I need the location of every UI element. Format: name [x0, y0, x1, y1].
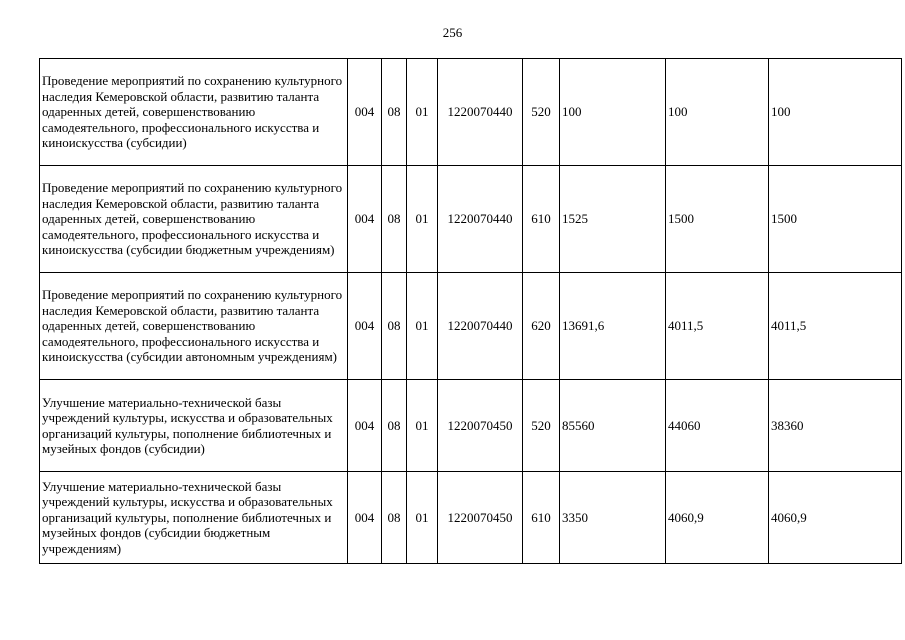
table-row — [40, 472, 902, 564]
amount-year-3: 38360 — [769, 380, 902, 472]
amount-year-2: 100 — [666, 59, 769, 166]
table-row — [40, 273, 902, 380]
subsection-code: 01 — [407, 273, 438, 380]
ministry-code: 004 — [348, 166, 382, 273]
section-code: 08 — [382, 380, 407, 472]
amount-year-3: 1500 — [769, 166, 902, 273]
amount-year-3: 4011,5 — [769, 273, 902, 380]
amount-year-1: 85560 — [560, 380, 666, 472]
section-code: 08 — [382, 166, 407, 273]
row-description: Проведение мероприятий по сохранению культурного наследия Кемеровской области, развитию таланта одаренных детей, совершенствованию самодеятельного, профессионального искусства и киноискусства (субсидии автономным учреждениям) — [40, 273, 348, 380]
ministry-code: 004 — [348, 380, 382, 472]
row-description: Улучшение материально-технической базы учреждений культуры, искусства и образовательных организаций культуры, пополнение библиотечных и музейных фондов (субсидии бюджетным учреждениям) — [40, 472, 348, 564]
subsection-code: 01 — [407, 59, 438, 166]
amount-year-2: 1500 — [666, 166, 769, 273]
page-number: 256 — [442, 25, 463, 40]
row-description: Улучшение материально-технической базы учреждений культуры, искусства и образовательных организаций культуры, пополнение библиотечных и музейных фондов (субсидии) — [40, 380, 348, 472]
target-article-code: 1220070450 — [438, 380, 523, 472]
row-description: Проведение мероприятий по сохранению культурного наследия Кемеровской области, развитию таланта одаренных детей, совершенствованию самодеятельного, профессионального искусства и киноискусства (субсидии) — [40, 59, 348, 166]
target-article-code: 1220070440 — [438, 166, 523, 273]
amount-year-2: 4060,9 — [666, 472, 769, 564]
amount-year-1: 100 — [560, 59, 666, 166]
expense-type-code: 520 — [523, 380, 560, 472]
expense-type-code: 620 — [523, 273, 560, 380]
expense-type-code: 520 — [523, 59, 560, 166]
section-code: 08 — [382, 273, 407, 380]
amount-year-3: 4060,9 — [769, 472, 902, 564]
ministry-code: 004 — [348, 59, 382, 166]
subsection-code: 01 — [407, 380, 438, 472]
target-article-code: 1220070440 — [438, 273, 523, 380]
ministry-code: 004 — [348, 472, 382, 564]
amount-year-3: 100 — [769, 59, 902, 166]
table-row — [40, 166, 902, 273]
table-row — [40, 380, 902, 472]
amount-year-2: 44060 — [666, 380, 769, 472]
table-row — [40, 59, 902, 166]
expense-type-code: 610 — [523, 472, 560, 564]
target-article-code: 1220070450 — [438, 472, 523, 564]
section-code: 08 — [382, 472, 407, 564]
row-description: Проведение мероприятий по сохранению культурного наследия Кемеровской области, развитию таланта одаренных детей, совершенствованию самодеятельного, профессионального искусства и киноискусства (субсидии бюджетным учреждениям) — [40, 166, 348, 273]
target-article-code: 1220070440 — [438, 59, 523, 166]
subsection-code: 01 — [407, 166, 438, 273]
amount-year-1: 13691,6 — [560, 273, 666, 380]
expense-type-code: 610 — [523, 166, 560, 273]
budget-table — [39, 58, 902, 564]
amount-year-2: 4011,5 — [666, 273, 769, 380]
subsection-code: 01 — [407, 472, 438, 564]
amount-year-1: 1525 — [560, 166, 666, 273]
ministry-code: 004 — [348, 273, 382, 380]
section-code: 08 — [382, 59, 407, 166]
amount-year-1: 3350 — [560, 472, 666, 564]
